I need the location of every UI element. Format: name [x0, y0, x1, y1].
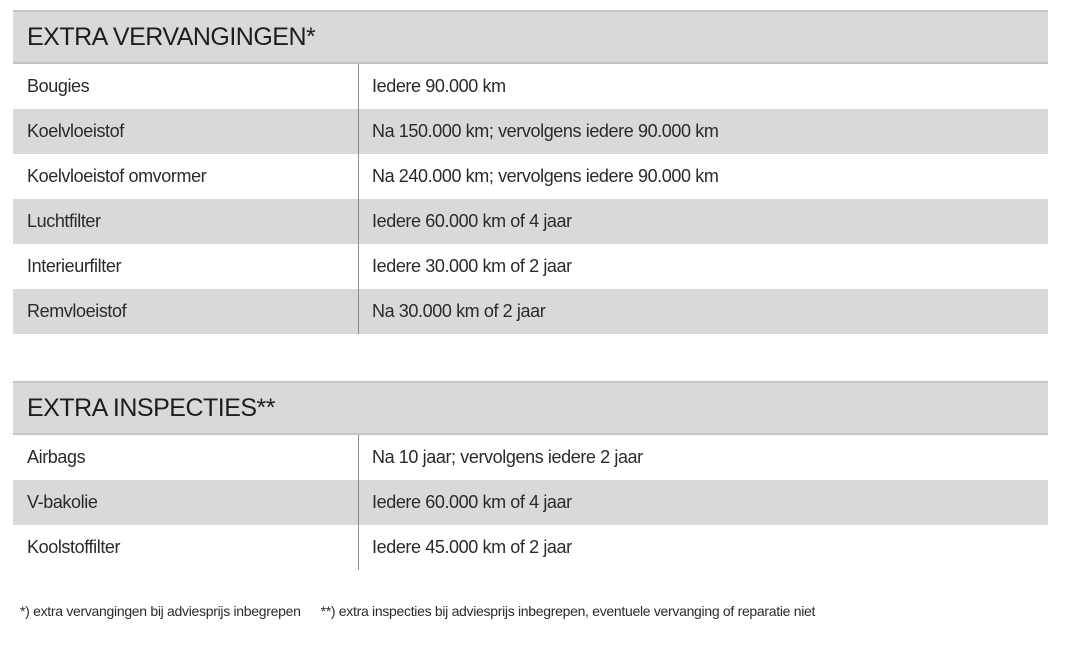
table-row [13, 289, 1048, 334]
table-row [13, 244, 1048, 289]
row-label: Koolstoffilter [27, 537, 121, 557]
extra-inspecties-table [13, 381, 1048, 570]
row-value: Na 150.000 km; vervolgens iedere 90.000 km [372, 121, 719, 141]
table-row [13, 199, 1048, 244]
extra-inspecties-title: EXTRA INSPECTIES** [13, 381, 1048, 435]
table-row [13, 154, 1048, 199]
row-value: Na 240.000 km; vervolgens iedere 90.000 km [372, 166, 719, 186]
extra-vervangingen-table [13, 10, 1048, 334]
row-label: Luchtfilter [27, 211, 101, 231]
row-value: Iedere 90.000 km [372, 76, 506, 96]
row-value: Iedere 45.000 km of 2 jaar [372, 537, 572, 557]
extra-vervangingen-title: EXTRA VERVANGINGEN* [13, 10, 1048, 64]
row-label: Bougies [27, 76, 90, 96]
table-row [13, 109, 1048, 154]
table-row [13, 480, 1048, 525]
row-label: V-bakolie [27, 492, 98, 512]
row-value: Na 30.000 km of 2 jaar [372, 301, 546, 321]
table-row [13, 525, 1048, 570]
footnote-vervangingen: *) extra vervangingen bij adviesprijs inbegrepen [20, 603, 301, 619]
table-row [13, 435, 1048, 480]
row-value: Iedere 60.000 km of 4 jaar [372, 211, 572, 231]
row-label: Remvloeistof [27, 301, 127, 321]
row-label: Koelvloeistof omvormer [27, 166, 207, 186]
row-label: Interieurfilter [27, 256, 122, 276]
footnote-inspecties: **) extra inspecties bij adviesprijs inbegrepen, eventuele vervanging of reparatie niet [320, 603, 816, 619]
footnotes [20, 603, 815, 619]
row-value: Iedere 30.000 km of 2 jaar [372, 256, 572, 276]
row-value: Iedere 60.000 km of 4 jaar [372, 492, 572, 512]
table-row [13, 64, 1048, 109]
row-label: Airbags [27, 447, 86, 467]
row-label: Koelvloeistof [27, 121, 124, 141]
row-value: Na 10 jaar; vervolgens iedere 2 jaar [372, 447, 643, 467]
